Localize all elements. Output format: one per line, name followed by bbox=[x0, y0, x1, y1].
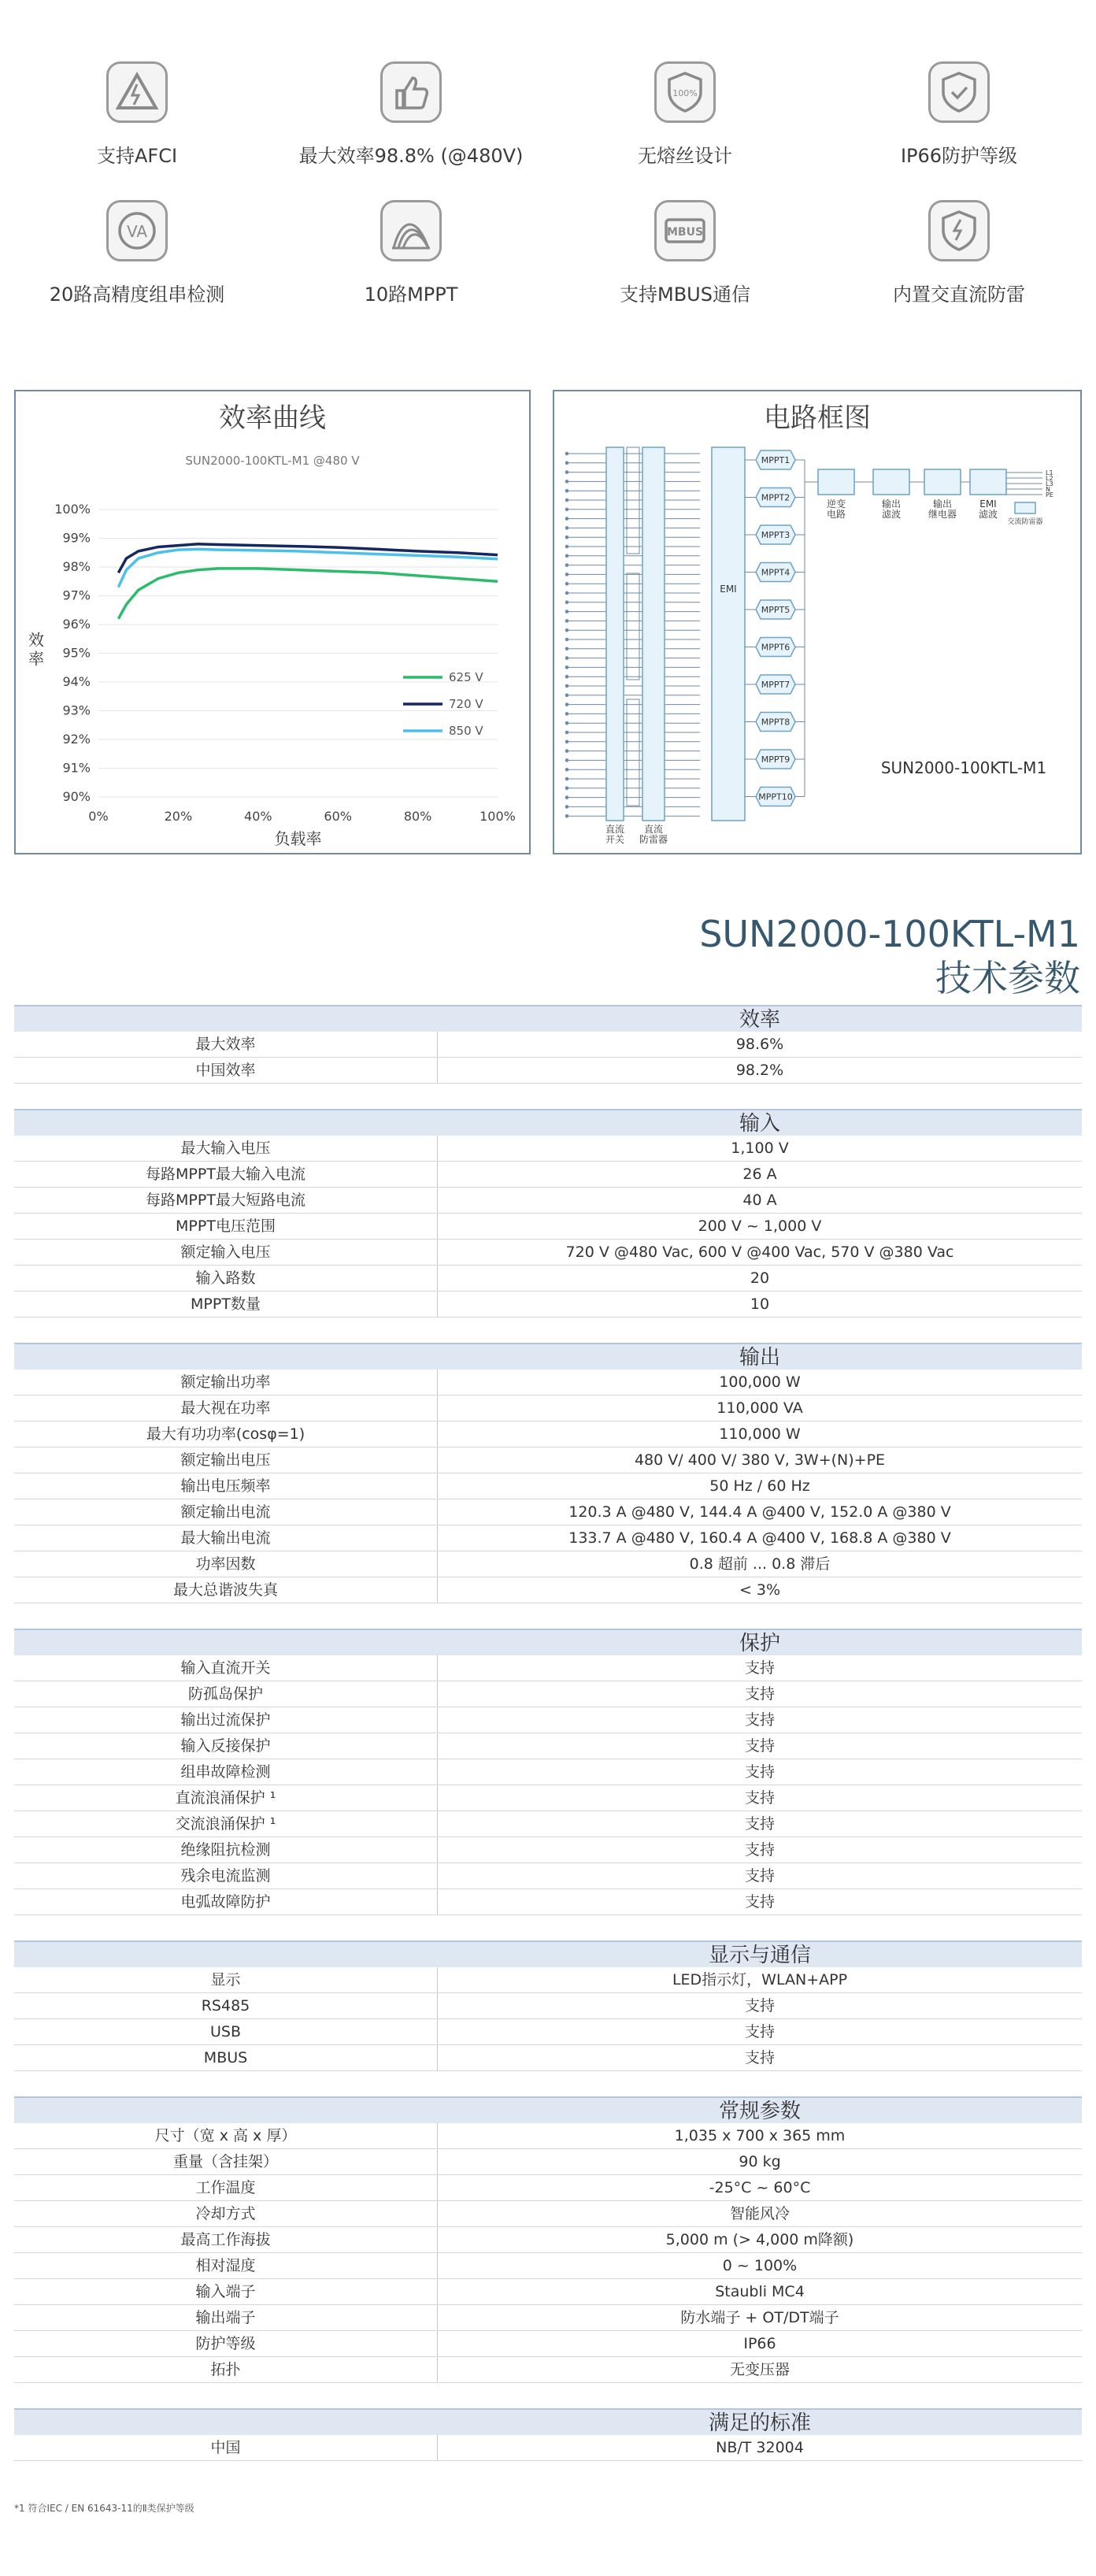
mppt-label: MPPT10 bbox=[758, 791, 793, 802]
y-tick-label: 91% bbox=[62, 760, 91, 776]
input-terminal bbox=[565, 564, 568, 567]
input-terminal bbox=[565, 675, 568, 678]
spec-key: 额定输出电流 bbox=[14, 1499, 438, 1525]
feature-label: 无熔丝设计 bbox=[638, 145, 732, 167]
input-terminal bbox=[565, 814, 568, 817]
surge-protection-icon bbox=[928, 200, 990, 261]
spec-value: 110,000 VA bbox=[716, 1399, 803, 1417]
spec-value: 20 bbox=[750, 1269, 770, 1287]
section-title: 满足的标准 bbox=[708, 2411, 811, 2435]
ip66-shield-icon bbox=[928, 61, 990, 123]
svg-text:100%: 100% bbox=[672, 88, 698, 98]
input-terminal bbox=[565, 480, 568, 484]
spec-key: 输入直流开关 bbox=[14, 1655, 438, 1681]
spec-key: 中国效率 bbox=[14, 1058, 438, 1083]
spec-value: 支持 bbox=[744, 1763, 775, 1781]
mppt-label: MPPT9 bbox=[761, 754, 791, 765]
feature-item bbox=[548, 61, 822, 168]
mppt-label: MPPT7 bbox=[761, 680, 791, 690]
spec-value: NB/T 32004 bbox=[716, 2439, 804, 2456]
input-terminal bbox=[565, 554, 568, 558]
dc-switch-label: 直流 bbox=[605, 824, 625, 835]
y-tick-label: 100% bbox=[54, 502, 91, 517]
spec-row bbox=[14, 1240, 1082, 1266]
x-tick-label: 20% bbox=[164, 809, 193, 824]
spec-value: 110,000 W bbox=[719, 1425, 801, 1443]
spec-value: 支持 bbox=[744, 2023, 775, 2040]
y-tick-label: 90% bbox=[62, 789, 91, 804]
spec-row bbox=[14, 2045, 1082, 2071]
input-terminal bbox=[565, 499, 568, 502]
x-tick-label: 40% bbox=[244, 809, 272, 824]
y-tick-label: 98% bbox=[62, 559, 91, 574]
spec-key: 组串故障检测 bbox=[14, 1759, 438, 1785]
spec-value: 1,100 V bbox=[731, 1140, 789, 1157]
emi-filter-block bbox=[970, 469, 1006, 495]
spec-key: 显示 bbox=[14, 1967, 438, 1992]
output-relay-block bbox=[924, 469, 961, 495]
spec-row bbox=[14, 1136, 1082, 1162]
spec-key: 相对湿度 bbox=[14, 2253, 438, 2278]
mppt-label: MPPT5 bbox=[761, 605, 791, 615]
section-header bbox=[14, 1343, 1082, 1370]
spec-key: 输出端子 bbox=[14, 2305, 438, 2330]
spec-key: 中国 bbox=[14, 2435, 438, 2460]
input-terminal bbox=[565, 517, 568, 521]
spec-value: 120.3 A @480 V, 144.4 A @400 V, 152.0 A @380 V bbox=[568, 1503, 951, 1521]
spec-key: RS485 bbox=[14, 1993, 438, 2018]
spec-row bbox=[14, 1188, 1082, 1214]
spec-value: 支持 bbox=[744, 1659, 775, 1677]
spec-row bbox=[14, 1837, 1082, 1863]
emi-label: EMI bbox=[720, 584, 737, 595]
spec-row bbox=[14, 1447, 1082, 1473]
dc-spd-label: 防雷器 bbox=[639, 834, 668, 845]
emi-filter-label: EMI bbox=[979, 499, 997, 510]
ac-terminal-label: L2 bbox=[1046, 475, 1053, 482]
inverter-label: 逆变 bbox=[826, 499, 846, 510]
output-filter-label: 输出 bbox=[881, 499, 902, 510]
input-terminal bbox=[565, 731, 568, 734]
spec-key: 最高工作海拔 bbox=[14, 2227, 438, 2252]
spec-value: 支持 bbox=[744, 2049, 775, 2066]
spec-row bbox=[14, 1499, 1082, 1525]
y-tick-label: 99% bbox=[62, 530, 91, 546]
spec-row bbox=[14, 1967, 1082, 1993]
spec-section bbox=[14, 1343, 1082, 1603]
spec-value: 支持 bbox=[744, 1815, 775, 1833]
spec-key: 防护等级 bbox=[14, 2331, 438, 2356]
spec-row bbox=[14, 1058, 1082, 1084]
inverter-block bbox=[818, 469, 854, 495]
dc-spd-label: 直流 bbox=[643, 824, 664, 835]
thumbs-up-icon bbox=[380, 61, 442, 123]
emi-block bbox=[712, 447, 745, 821]
spec-key: 尺寸（宽 x 高 x 厚） bbox=[14, 2123, 438, 2148]
spec-row bbox=[14, 2305, 1082, 2331]
dc-switch-label: 开关 bbox=[605, 834, 625, 845]
section-title: 保护 bbox=[739, 1632, 780, 1655]
feature-label: 最大效率98.8% (@480V) bbox=[298, 145, 524, 167]
spec-row bbox=[14, 1370, 1082, 1395]
spec-key: MPPT数量 bbox=[14, 1292, 438, 1317]
spec-key: 重量（含挂架） bbox=[14, 2149, 438, 2174]
spec-key: 输出电压频率 bbox=[14, 1473, 438, 1499]
ac-spd-label: 交流防雷器 bbox=[1007, 518, 1043, 526]
y-tick-label: 96% bbox=[62, 617, 91, 632]
spec-row bbox=[14, 1759, 1082, 1785]
spec-row bbox=[14, 2227, 1082, 2253]
spec-value: 720 V @480 Vac, 600 V @400 Vac, 570 V @380 Vac bbox=[565, 1244, 954, 1261]
spec-value: 支持 bbox=[744, 1711, 775, 1729]
feature-item bbox=[822, 61, 1096, 168]
feature-label: 支持MBUS通信 bbox=[620, 284, 750, 306]
mppt-label: MPPT2 bbox=[761, 492, 791, 503]
input-terminal bbox=[565, 657, 568, 660]
section-title: 显示与通信 bbox=[708, 1944, 811, 1967]
ac-terminal-label: N bbox=[1046, 486, 1050, 493]
spec-value: IP66 bbox=[743, 2335, 776, 2352]
input-terminal bbox=[565, 694, 568, 697]
spec-row bbox=[14, 1421, 1082, 1447]
section-header bbox=[14, 1109, 1082, 1136]
spec-row bbox=[14, 1214, 1082, 1240]
circuit-panel-title: 电路框图 bbox=[764, 402, 871, 434]
spec-row bbox=[14, 2175, 1082, 2201]
spec-value: 133.7 A @480 V, 160.4 A @400 V, 168.8 A @380 V bbox=[568, 1529, 951, 1547]
spec-row bbox=[14, 1525, 1082, 1551]
input-terminal bbox=[565, 489, 568, 492]
spec-row bbox=[14, 2201, 1082, 2227]
fuse-free-shield-icon bbox=[654, 61, 716, 123]
spec-value: 支持 bbox=[744, 1789, 775, 1807]
series-line-720V bbox=[118, 544, 498, 573]
feature-label: 10路MPPT bbox=[364, 284, 458, 306]
spec-row bbox=[14, 1551, 1082, 1577]
spec-section bbox=[14, 1005, 1082, 1084]
spec-value: 40 A bbox=[742, 1192, 777, 1209]
mppt-label: MPPT4 bbox=[761, 567, 791, 578]
spec-value: 98.2% bbox=[735, 1062, 784, 1079]
spec-model: SUN2000-100KTL-M1 bbox=[699, 913, 1080, 955]
input-terminal bbox=[565, 620, 568, 623]
mbus-icon bbox=[654, 200, 716, 261]
spec-value: 防水端子 + OT/DT端子 bbox=[680, 2309, 839, 2326]
spec-key: 绝缘阻抗检测 bbox=[14, 1837, 438, 1863]
y-axis-label: 效率 bbox=[28, 630, 44, 669]
section-header bbox=[14, 2408, 1082, 2435]
section-title: 输出 bbox=[739, 1346, 780, 1370]
input-terminal bbox=[565, 750, 568, 753]
spec-row bbox=[14, 1162, 1082, 1188]
input-terminal bbox=[565, 787, 568, 790]
spec-value: 100,000 W bbox=[719, 1373, 801, 1391]
input-terminal bbox=[565, 796, 568, 799]
x-axis-label: 负载率 bbox=[274, 829, 322, 848]
spec-row bbox=[14, 1577, 1082, 1603]
input-terminal bbox=[565, 610, 568, 613]
string-group bbox=[627, 573, 639, 680]
emi-filter-label: 滤波 bbox=[978, 509, 998, 520]
spec-value: 10 bbox=[750, 1295, 770, 1313]
spec-key: 最大输入电压 bbox=[14, 1136, 438, 1161]
spec-key: 每路MPPT最大短路电流 bbox=[14, 1188, 438, 1213]
spec-value: 0.8 超前 ... 0.8 滞后 bbox=[689, 1555, 831, 1573]
series-line-625V bbox=[118, 569, 498, 619]
mppt-label: MPPT8 bbox=[761, 717, 791, 728]
input-terminal bbox=[565, 628, 568, 632]
feature-label: IP66防护等级 bbox=[900, 145, 1018, 167]
input-terminal bbox=[565, 591, 568, 595]
spec-row bbox=[14, 2019, 1082, 2045]
spec-row bbox=[14, 2253, 1082, 2279]
spec-row bbox=[14, 2435, 1082, 2461]
spec-section bbox=[14, 1940, 1082, 2071]
spec-key: 每路MPPT最大输入电流 bbox=[14, 1162, 438, 1187]
y-tick-label: 93% bbox=[62, 702, 91, 718]
spec-key: 防孤岛保护 bbox=[14, 1681, 438, 1707]
feature-item bbox=[274, 61, 548, 168]
y-tick-label: 97% bbox=[62, 587, 91, 603]
efficiency-panel bbox=[14, 390, 531, 854]
spec-section bbox=[14, 1629, 1082, 1915]
y-tick-label: 92% bbox=[62, 732, 91, 747]
spec-value: 支持 bbox=[744, 1841, 775, 1859]
spec-value: 支持 bbox=[744, 1867, 775, 1885]
series-line-850V bbox=[118, 549, 498, 587]
input-terminal bbox=[565, 601, 568, 604]
y-tick-label: 95% bbox=[62, 645, 91, 661]
inverter-label: 电路 bbox=[826, 509, 846, 520]
legend-label: 625 V bbox=[449, 670, 483, 684]
spec-row bbox=[14, 1889, 1082, 1915]
spec-key: 冷却方式 bbox=[14, 2201, 438, 2226]
input-terminal bbox=[565, 759, 568, 762]
input-terminal bbox=[565, 740, 568, 743]
spec-value: 智能风冷 bbox=[729, 2205, 790, 2222]
feature-label: 支持AFCI bbox=[96, 145, 178, 167]
spec-key: USB bbox=[14, 2019, 438, 2044]
x-tick-label: 0% bbox=[88, 809, 109, 824]
efficiency-chart bbox=[16, 435, 529, 852]
input-terminal bbox=[565, 777, 568, 780]
section-header bbox=[14, 1940, 1082, 1967]
input-terminal bbox=[565, 452, 568, 455]
spec-row bbox=[14, 1863, 1082, 1889]
spec-value: 50 Hz / 60 Hz bbox=[709, 1477, 810, 1495]
spec-value: 支持 bbox=[744, 1997, 775, 2014]
spec-key: 工作温度 bbox=[14, 2175, 438, 2200]
footnote: *1 符合IEC / EN 61643-11的Ⅱ类保护等级 bbox=[14, 2503, 194, 2514]
section-title: 输入 bbox=[739, 1112, 780, 1136]
spec-key: 电弧故障防护 bbox=[14, 1889, 438, 1914]
spec-value: 支持 bbox=[744, 1737, 775, 1755]
feature-item bbox=[0, 61, 274, 168]
input-terminal bbox=[565, 768, 568, 771]
input-terminal bbox=[565, 806, 568, 809]
chart-subtitle: SUN2000-100KTL-M1 @480 V bbox=[185, 454, 360, 468]
spec-key: 拓扑 bbox=[14, 2357, 438, 2382]
spec-key: 额定输出功率 bbox=[14, 1370, 438, 1395]
spec-value: 98.6% bbox=[735, 1036, 784, 1053]
spec-key: 最大效率 bbox=[14, 1032, 438, 1057]
input-terminal bbox=[565, 703, 568, 706]
spec-key: 直流浪涌保护 ¹ bbox=[14, 1785, 438, 1811]
spec-row bbox=[14, 1707, 1082, 1733]
output-relay-label: 输出 bbox=[932, 499, 953, 510]
spec-row bbox=[14, 2331, 1082, 2357]
spec-key: 最大视在功率 bbox=[14, 1395, 438, 1421]
input-terminal bbox=[565, 527, 568, 530]
x-tick-label: 100% bbox=[480, 809, 516, 824]
feature-label: 内置交直流防雷 bbox=[893, 284, 1025, 306]
spec-value: LED指示灯，WLAN+APP bbox=[672, 1971, 848, 1989]
ac-terminal-label: PE bbox=[1046, 491, 1053, 499]
spec-key: MBUS bbox=[14, 2045, 438, 2070]
input-terminal bbox=[565, 647, 568, 650]
x-tick-label: 80% bbox=[403, 809, 432, 824]
input-terminal bbox=[565, 638, 568, 641]
afci-icon bbox=[106, 61, 168, 123]
spec-row bbox=[14, 1733, 1082, 1759]
circuit-model-label: SUN2000-100KTL-M1 bbox=[880, 758, 1047, 777]
spec-key: 最大输出电流 bbox=[14, 1525, 438, 1551]
input-terminal bbox=[565, 582, 568, 585]
mppt-icon bbox=[380, 200, 442, 261]
string-group bbox=[627, 699, 639, 806]
spec-row bbox=[14, 1395, 1082, 1421]
circuit-panel bbox=[553, 390, 1082, 854]
input-terminal bbox=[565, 684, 568, 688]
section-title: 效率 bbox=[739, 1008, 780, 1032]
spec-row bbox=[14, 2279, 1082, 2305]
dc-spd-column bbox=[642, 447, 665, 821]
svg-text:MBUS: MBUS bbox=[666, 226, 704, 239]
spec-row bbox=[14, 2149, 1082, 2175]
spec-row bbox=[14, 1811, 1082, 1837]
efficiency-panel-title: 效率曲线 bbox=[219, 402, 326, 434]
spec-key: 输入反接保护 bbox=[14, 1733, 438, 1759]
svg-text:VA: VA bbox=[126, 222, 148, 241]
input-terminal bbox=[565, 721, 568, 725]
feature-item bbox=[0, 200, 274, 306]
section-title: 常规参数 bbox=[718, 2100, 801, 2123]
input-terminal bbox=[565, 461, 568, 465]
x-tick-label: 60% bbox=[324, 809, 352, 824]
spec-key: MPPT电压范围 bbox=[14, 1214, 438, 1239]
output-filter-block bbox=[873, 469, 909, 495]
spec-value: 无变压器 bbox=[729, 2361, 790, 2378]
feature-item bbox=[548, 200, 822, 306]
ac-terminal-label: L1 bbox=[1046, 469, 1053, 476]
spec-row bbox=[14, 1292, 1082, 1318]
input-terminal bbox=[565, 573, 568, 576]
spec-row bbox=[14, 1785, 1082, 1811]
ac-terminal-label: L3 bbox=[1046, 480, 1053, 487]
spec-row bbox=[14, 1266, 1082, 1292]
feature-item bbox=[274, 200, 548, 306]
spec-value: 支持 bbox=[744, 1893, 775, 1911]
mppt-label: MPPT3 bbox=[761, 530, 791, 540]
spec-value: 5,000 m (> 4,000 m降额) bbox=[665, 2231, 854, 2248]
input-terminal bbox=[565, 666, 568, 669]
input-terminal bbox=[565, 545, 568, 548]
dc-switch-column bbox=[606, 447, 624, 821]
spec-value: < 3% bbox=[739, 1581, 781, 1599]
section-header bbox=[14, 1629, 1082, 1655]
circuit-diagram bbox=[554, 435, 1080, 852]
legend-label: 720 V bbox=[449, 697, 483, 711]
output-relay-label: 继电器 bbox=[928, 509, 957, 520]
feature-item bbox=[822, 200, 1096, 306]
spec-section bbox=[14, 1109, 1082, 1318]
section-header bbox=[14, 2096, 1082, 2123]
spec-key: 输出过流保护 bbox=[14, 1707, 438, 1733]
spec-value: 90 kg bbox=[739, 2153, 781, 2170]
spec-value: 200 V ~ 1,000 V bbox=[698, 1218, 822, 1235]
spec-value: 1,035 x 700 x 365 mm bbox=[674, 2127, 846, 2144]
feature-label: 20路高精度组串检测 bbox=[49, 284, 225, 306]
spec-row bbox=[14, 2357, 1082, 2383]
ac-spd-block bbox=[1015, 502, 1035, 513]
spec-key: 额定输出电压 bbox=[14, 1447, 438, 1473]
spec-row bbox=[14, 2123, 1082, 2149]
spec-key: 交流浪涌保护 ¹ bbox=[14, 1811, 438, 1837]
spec-key: 额定输入电压 bbox=[14, 1240, 438, 1265]
spec-key: 残余电流监测 bbox=[14, 1863, 438, 1888]
spec-section bbox=[14, 2408, 1082, 2461]
spec-row bbox=[14, 1655, 1082, 1681]
legend-label: 850 V bbox=[449, 724, 483, 738]
mppt-label: MPPT6 bbox=[761, 642, 791, 653]
spec-section bbox=[14, 2096, 1082, 2383]
spec-value: 26 A bbox=[742, 1166, 777, 1183]
spec-key: 最大有功功率(cosφ=1) bbox=[14, 1421, 438, 1447]
spec-row bbox=[14, 1032, 1082, 1058]
spec-key: 输入端子 bbox=[14, 2279, 438, 2304]
spec-value: -25°C ~ 60°C bbox=[709, 2179, 811, 2196]
spec-title: 技术参数 bbox=[935, 957, 1080, 999]
spec-value: 480 V/ 400 V/ 380 V, 3W+(N)+PE bbox=[634, 1451, 886, 1469]
spec-row bbox=[14, 1681, 1082, 1707]
input-terminal bbox=[565, 536, 568, 539]
input-terminal bbox=[565, 713, 568, 716]
spec-row bbox=[14, 1473, 1082, 1499]
input-terminal bbox=[565, 508, 568, 511]
spec-value: 0 ~ 100% bbox=[722, 2257, 798, 2274]
spec-value: Staubli MC4 bbox=[715, 2283, 805, 2300]
va-icon bbox=[106, 200, 168, 261]
section-header bbox=[14, 1005, 1082, 1032]
spec-value: 支持 bbox=[744, 1685, 775, 1703]
y-tick-label: 94% bbox=[62, 674, 91, 689]
spec-row bbox=[14, 1993, 1082, 2019]
mppt-label: MPPT1 bbox=[761, 455, 791, 465]
spec-key: 输入路数 bbox=[14, 1266, 438, 1291]
input-terminal bbox=[565, 471, 568, 474]
spec-key: 功率因数 bbox=[14, 1551, 438, 1577]
output-filter-label: 滤波 bbox=[881, 509, 902, 520]
spec-key: 最大总谐波失真 bbox=[14, 1577, 438, 1603]
